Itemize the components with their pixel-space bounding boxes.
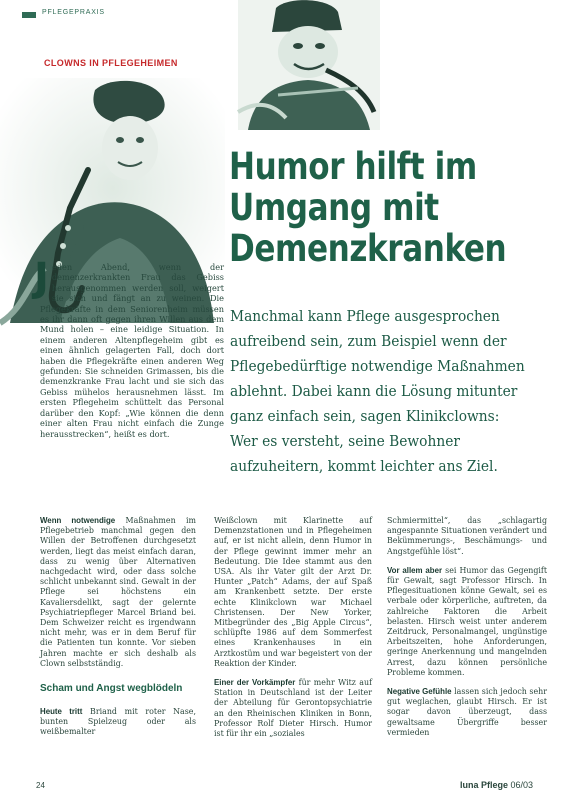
body-column-2 [214, 516, 372, 790]
article-deck: Manchmal kann Pflege ausgesprochen aufreibend sein, zum Beispiel wenn der Pflegebedürftige notwendige Maßnahmen ablehnt. Dabei kann die Lösung mitunter ganz einfach sein, sagen Klinikclowns: Wer es versteht, seine Bewohner aufzuheitern, kommt leichter ans Ziel. [230, 307, 525, 475]
subheading: Scham und Angst wegblödeln [40, 683, 183, 695]
paragraph-text: Schmiermittel“, das „schlagartig angespannte Situationen verändert und Bekümmerungs-, Beschämungs- und Angstgefühle löst“. [387, 516, 547, 556]
section-color-bar [22, 12, 36, 18]
paragraph-text: lassen sich jedoch sehr gut weglachen, glaubt Hirsch. Er ist sogar davon überzeugt, dass gewaltsame Übergriffe besser vermieden [387, 687, 547, 737]
paragraph [387, 687, 547, 738]
paragraph-lead: Vor allem aber [387, 565, 443, 575]
paragraph [40, 516, 196, 669]
photo-clown-top [238, 0, 380, 130]
article-title [229, 146, 506, 269]
title-line-1: Humor hilft im [229, 145, 477, 188]
body-column-1 [40, 516, 196, 790]
paragraph-lead: Einer der Vorkämpfer [214, 678, 296, 688]
magazine-name: luna Pflege [460, 780, 509, 790]
drop-cap: J [34, 255, 49, 301]
paragraph-lead: Negative Gefühle [387, 687, 452, 697]
article-kicker: CLOWNS IN PFLEGEHEIMEN [44, 58, 178, 68]
paragraph-text: Briand mit roter Nase, bunten Spielzeug oder als weißbemalter [40, 707, 196, 737]
paragraph [40, 707, 196, 738]
paragraph-lead: Heute tritt [40, 707, 83, 717]
intro-text: eden Abend, wenn der demenzerkrankten Frau das Gebiss herausgenommen werden soll, weigert sie sich und fängt an zu weinen. Die Pflegekräfte in dem Seniorenheim müssen es ihr dann oft gegen ihren Willen aus dem Mund holen – eine leidige Situation. In einem anderen Altenpflegeheim gibt es einen ähnlich gelagerten Fall, doch dort haben die Pflegekräfte einen anderen Weg gefunden: Sie schneiden Grimassen, bis die demenzkranke Frau lacht und sie sich das Gebiss mühelos herausnehmen lässt. Im ersten Pflegeheim schüttelt das Personal darüber den Kopf: „Wie können die denn einer alten Frau nicht einfach die Zunge herausstrecken“, heißt es dort. [40, 262, 224, 439]
paragraph [214, 678, 372, 739]
issue-number: 06/03 [508, 780, 534, 790]
title-line-2: Umgang mit [229, 186, 439, 229]
body-column-3 [387, 516, 547, 790]
paragraph-text: Weißclown mit Klarinette auf Demenzstationen und in Pflegeheimen auf, er ist nicht allein, denn Humor in der Pflege gewinnt immer mehr an Bedeutung. Die Idee stammt aus den USA. Als ihr Vater gilt der Arzt Dr. Hunter „Patch“ Adams, der auf Spaß am Krankenbett setzte. Der erste echte Klinikclown war Michael Christensen. Der New Yorker, Mitbegründer des „Big Apple Circus“, schlüpfte 1986 auf dem Sommerfest eines Krankenhauses in ein Arztkostüm und war begeistert von der Reaktion der Kinder. [214, 516, 372, 668]
paragraph [387, 516, 547, 557]
article-intro [34, 255, 224, 506]
paragraph [214, 516, 372, 669]
paragraph-text: sei Humor das Gegengift für Gewalt, sagt Professor Hirsch. In Pflegesituationen könne Gewalt, sei es verbale oder körperliche, auftreten, da zahlreiche Faktoren die Arbeit belasten. Hirsch weist unter anderem Zeitdruck, Personalmangel, ungünstige Arbeitszeiten, hohe Anforderungen, geringe Anerkennung und mangelnden Arrest, dazu können persönliche Probleme kommen. [387, 565, 547, 677]
paragraph [387, 566, 547, 678]
title-line-3: Demenzkranken [229, 227, 507, 270]
section-label: PFLEGEPRAXIS [42, 9, 105, 16]
page-number: 24 [36, 781, 45, 790]
paragraph-lead: Wenn notwendige [40, 516, 116, 525]
magazine-issue [460, 780, 533, 790]
paragraph-text: für mehr Witz auf Station in Deutschland ist der Leiter der Abteilung für Gerontopsychiatrie an den Rheinischen Kliniken in Bonn, Professor Rolf Dieter Hirsch. Humor ist für ihr ein „soziales [214, 678, 372, 739]
paragraph-text: Maßnahmen im Pflegebetrieb manchmal gegen den Willen der Betroffenen durchgesetzt werden, liegt das meist einfach daran, dass zu wenig über Alternativen nachgedacht wird, oder dass solche schlicht unbekannt sind. Gewalt in der Pflege sei höchstens ein Kavaliersdelikt, sagt der gelernte Psychiatriepfleger Marcel Briand bei. Dem Schweizer reicht es irgendwann nicht mehr, was er in dem Beruf für die Patienten tun konnte. Vor sieben Jahren machte er sich deshalb als Clown selbstständig. [40, 516, 197, 668]
